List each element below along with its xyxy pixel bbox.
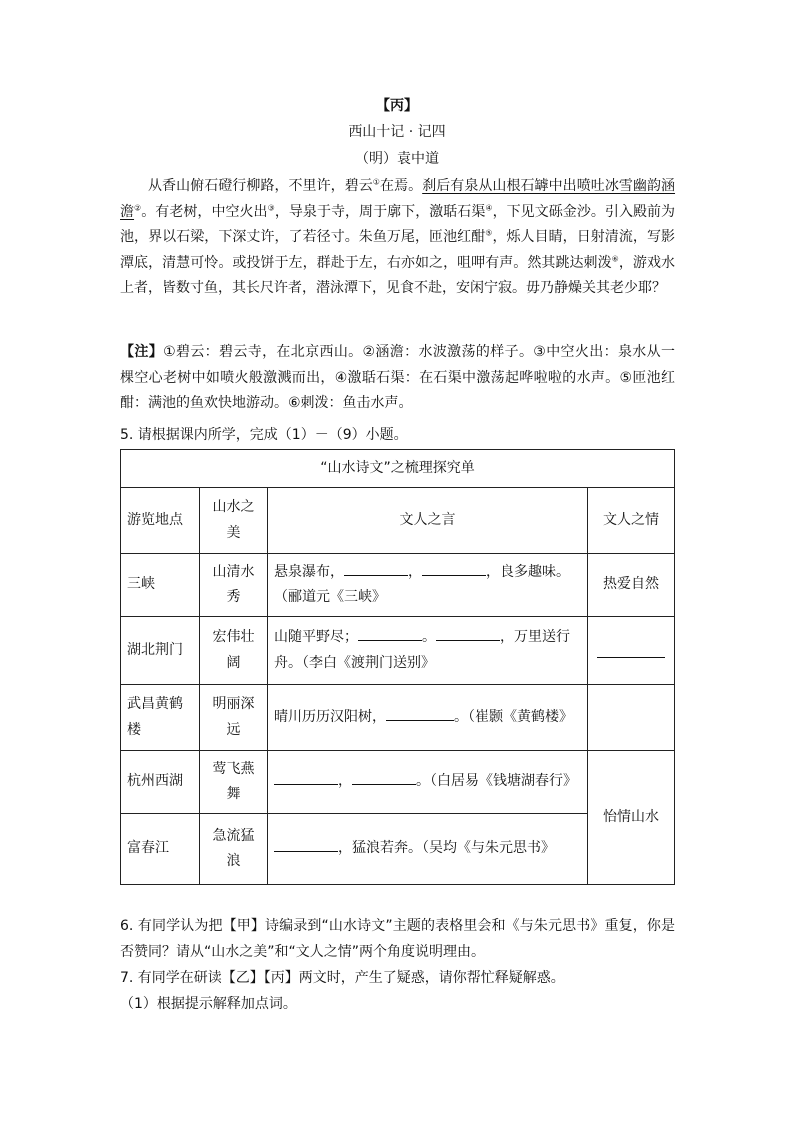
footnotes [120, 340, 675, 417]
fill-blank[interactable] [344, 561, 408, 576]
note-text: ①碧云：碧云寺，在北京西山。②涵澹：水波激荡的样子。③中空火出：泉水从一棵空心老树中如喷火般激溅而出，④激聒石渠：在石渠中激荡起哗啦啦的水声。⑤匝池红酣：满池的鱼欢快地游动。⑥刺泼：鱼击水声。 [120, 344, 676, 411]
fill-blank[interactable] [422, 561, 486, 576]
table-row [121, 685, 675, 751]
feeling-cell [588, 617, 675, 685]
feeling-cell [588, 685, 675, 751]
words-cell: 晴川历历汉阳树， 。（崔颢《黄鹤楼》 [268, 685, 588, 751]
fill-blank[interactable] [436, 626, 500, 641]
question-6: 6. 有同学认为把【甲】诗编录到“山水诗文”主题的表格里会和《与朱元思书》重复，你是否赞同？请从“山水之美”和“文人之情”两个角度说明理由。 [120, 918, 675, 960]
words-cell: 悬泉瀑布， ， ，良多趣味。（郦道元《三峡》 [268, 554, 588, 617]
question-7: 7. 有同学在研读【乙】【丙】两文时，产生了疑惑，请你帮忙释疑解惑。 [120, 970, 565, 986]
passage-text: ，烁人目睛，日射清流，写影潭底，清慧可怜。或投饼于左，群赴于左，右亦如之，咀呷有声。然其跳达刺泼 [120, 229, 675, 271]
footnote-mark: ⑤ [485, 228, 493, 238]
table-header: 游览地点 [121, 488, 200, 554]
footnote-mark: ① [372, 177, 381, 187]
words-cell: ， 。（白居易《钱塘湖春行》 [268, 751, 588, 814]
passage-author: （明）袁中道 [355, 151, 439, 167]
fill-blank[interactable] [597, 643, 665, 658]
table-header: 文人之情 [588, 488, 675, 554]
passage-title: 西山十记 · 记四 [348, 124, 446, 140]
passage-text: ，导泉于寺，周于廓下，激聒石渠 [274, 203, 486, 220]
table-row [121, 617, 675, 685]
beauty-cell: 急流猛浪 [200, 814, 268, 885]
beauty-cell: 宏伟壮阔 [200, 617, 268, 685]
study-table [120, 449, 675, 885]
feeling-cell: 热爱自然 [588, 554, 675, 617]
footnote-mark: ⑥ [611, 253, 619, 263]
table-caption: “山水诗文”之梳理探究单 [121, 450, 675, 488]
place-cell: 杭州西湖 [121, 751, 200, 814]
fill-blank[interactable] [386, 706, 454, 721]
beauty-cell: 山清水秀 [200, 554, 268, 617]
passage-text: ，游戏水上者，皆数寸鱼，其长尺许者，潜泳潭下，见食不赴，安闲宁寂。毋乃静燥关其老少耶？ [120, 254, 675, 296]
fill-blank[interactable] [274, 770, 338, 785]
fill-blank[interactable] [352, 770, 416, 785]
footnote-mark: ④ [485, 202, 493, 212]
place-cell: 湖北荆门 [121, 617, 200, 685]
words-cell: 山随平野尽； 。 ，万里送行舟。（李白《渡荆门送别》 [268, 617, 588, 685]
underlined-sentence: 刹后有泉从山根石罅中出喷吐冰雪幽韵涵澹 [120, 178, 676, 220]
question-5: 5. 请根据课内所学，完成（1）－（9）小题。 [120, 427, 408, 443]
fill-blank[interactable] [274, 837, 338, 852]
section-label: 【丙】 [376, 98, 418, 114]
passage-text: 。有老树，中空火出 [141, 203, 268, 220]
place-cell: 富春江 [121, 814, 200, 885]
passage-body [120, 174, 675, 302]
words-cell: ，猛浪若奔。（吴均《与朱元思书》 [268, 814, 588, 885]
fill-blank[interactable] [358, 626, 422, 641]
footnote-mark: ③ [267, 202, 275, 212]
place-cell: 三峡 [121, 554, 200, 617]
passage-text: 在焉。 [380, 178, 423, 194]
place-cell: 武昌黄鹤楼 [121, 685, 200, 751]
table-header: 文人之言 [268, 488, 588, 554]
question-7-sub-1: （1）根据提示解释加点词。 [120, 996, 297, 1012]
passage-text: 从香山俯石磴行柳路，不里许，碧云 [148, 178, 373, 194]
feeling-cell: 怡情山水 [588, 751, 675, 885]
table-row [121, 751, 675, 814]
table-header: 山水之美 [200, 488, 268, 554]
footnote-mark: ② [134, 202, 142, 212]
note-label: 【注】 [120, 344, 164, 360]
beauty-cell: 莺飞燕舞 [200, 751, 268, 814]
table-row [121, 554, 675, 617]
beauty-cell: 明丽深远 [200, 685, 268, 751]
passage-text: ，下见文砾金沙。引入殿前为池，界以石梁，下深丈许，了若径寸。朱鱼万尾，匝池红酣 [120, 203, 676, 245]
